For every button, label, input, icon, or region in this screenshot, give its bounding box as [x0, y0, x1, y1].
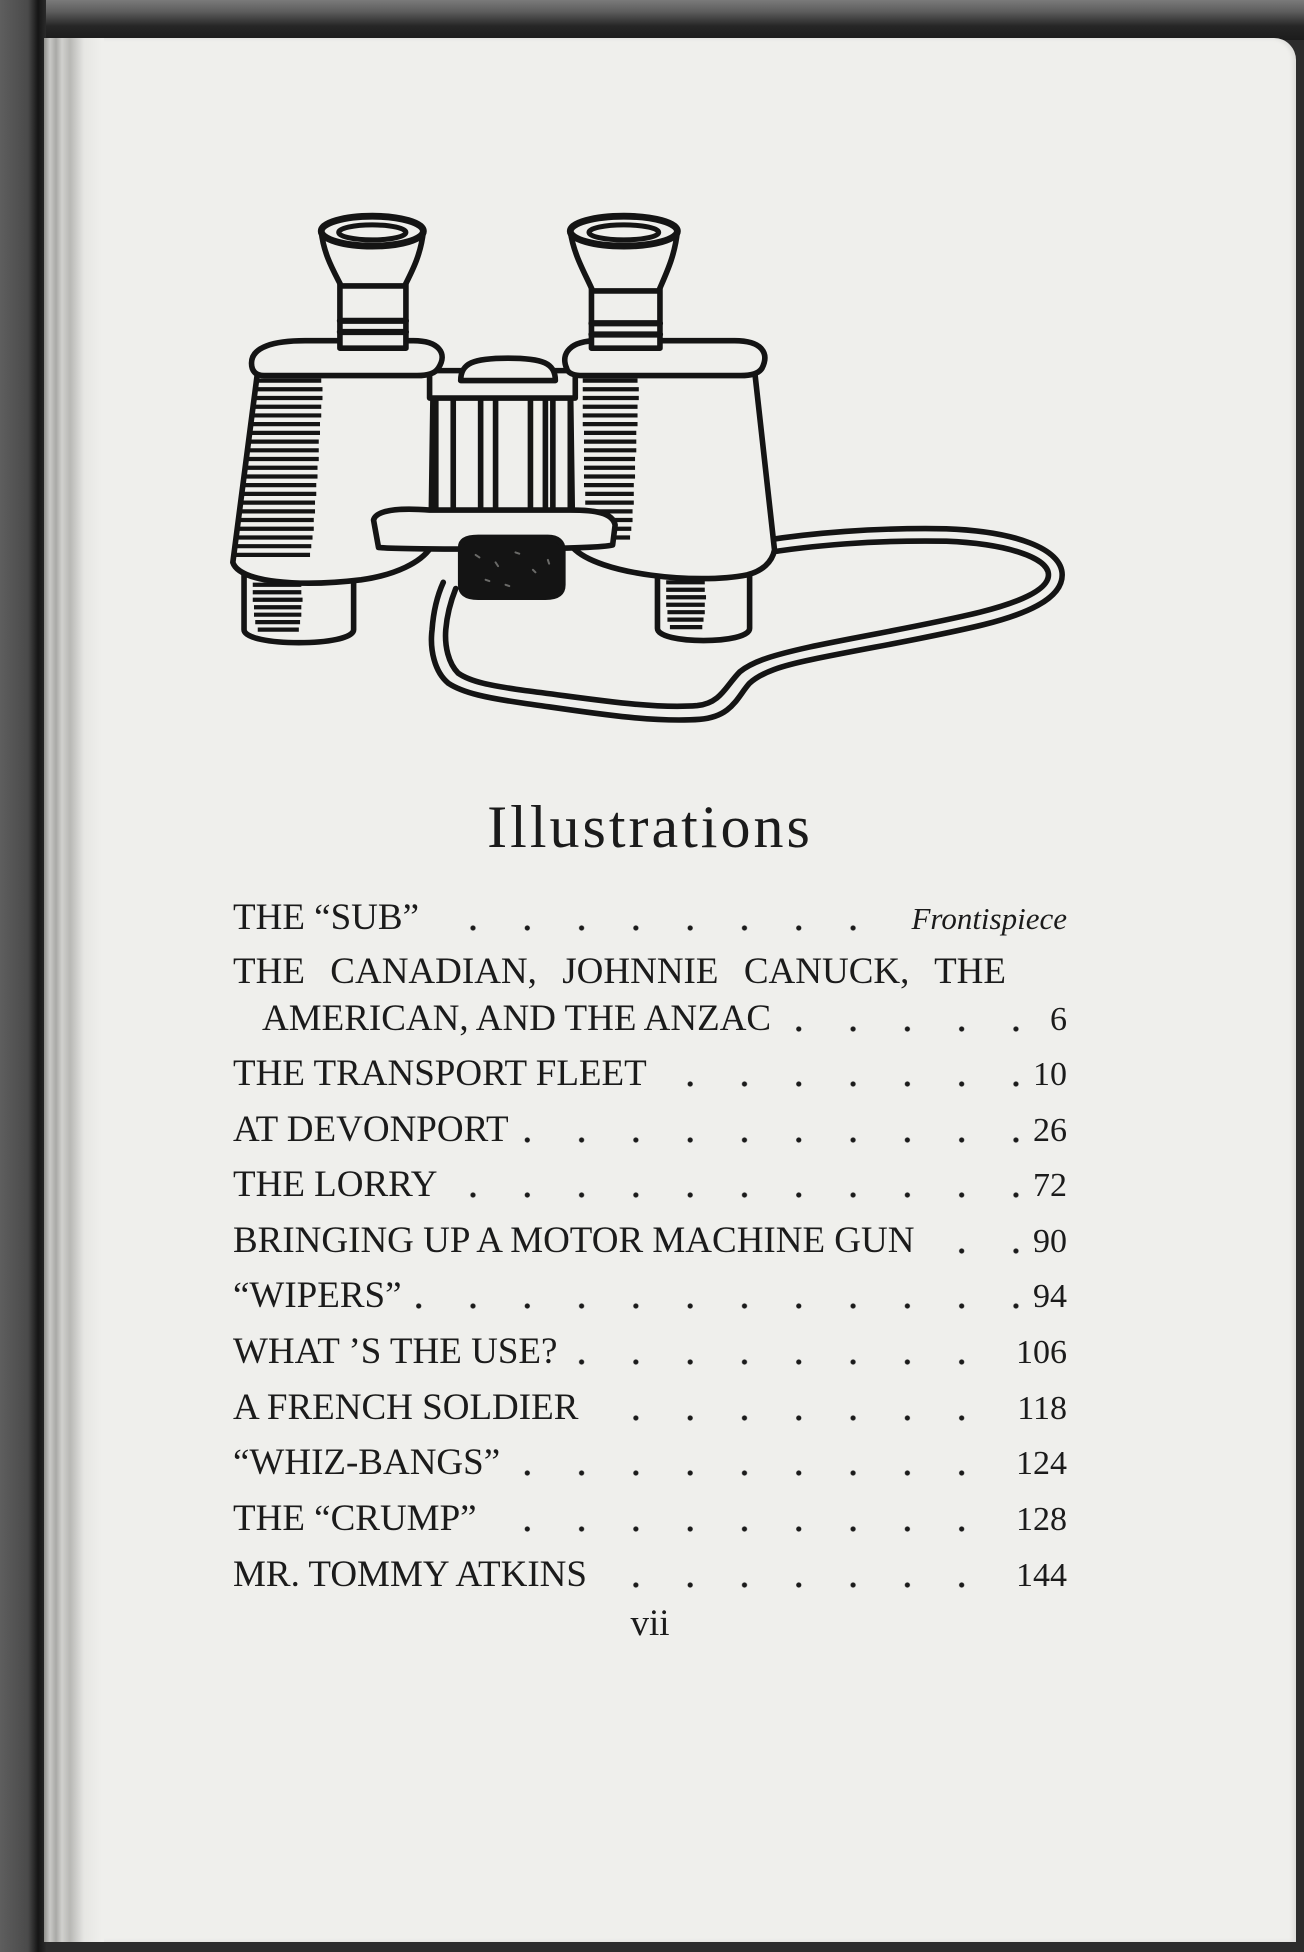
hinge-column — [436, 396, 570, 523]
list-item — [233, 1553, 1067, 1597]
list-item — [233, 1219, 1067, 1263]
scan-border-left — [0, 0, 46, 1952]
right-objective-lens — [657, 572, 749, 640]
entry-page: 118 — [1007, 1387, 1067, 1431]
list-item — [233, 997, 1067, 1041]
list-item — [233, 896, 1067, 940]
entry-page: 26 — [1023, 1109, 1067, 1153]
entry-page: 106 — [1006, 1331, 1067, 1375]
entry-page: 10 — [1023, 1053, 1067, 1097]
entry-title: THE LORRY — [233, 1163, 452, 1207]
hinge-knob — [461, 358, 556, 380]
list-item — [233, 1274, 1067, 1318]
entry-title-line: THE CANADIAN, JOHNNIE CANUCK, THE — [233, 951, 1006, 992]
entry-page: Frontispiece — [901, 897, 1067, 941]
scan-border-top — [0, 0, 1304, 40]
entry-page: 90 — [1023, 1220, 1067, 1264]
entry-title: MR. TOMMY ATKINS — [233, 1553, 601, 1597]
entry-title-line: AMERICAN, AND THE ANZAC — [233, 997, 785, 1041]
page-number: vii — [630, 1603, 670, 1644]
list-item — [233, 1163, 1067, 1207]
entry-title: BRINGING UP A MOTOR MACHINE GUN — [233, 1219, 928, 1263]
page-gutter — [44, 38, 104, 1942]
binoculars-icon — [224, 205, 1071, 728]
entry-page: 144 — [1006, 1554, 1067, 1598]
page-title: Illustrations — [487, 794, 813, 860]
list-item — [233, 1386, 1067, 1430]
entry-title: THE “SUB” — [233, 896, 433, 940]
entry-title: “WIPERS” — [233, 1274, 416, 1318]
entry-page: 72 — [1023, 1164, 1067, 1208]
entry-title: “WHIZ-BANGS” — [233, 1441, 514, 1485]
entry-title: THE TRANSPORT FLEET — [233, 1052, 661, 1096]
focus-wheel — [461, 537, 563, 597]
entry-title: WHAT ’S THE USE? — [233, 1330, 571, 1374]
list-item — [233, 1441, 1067, 1485]
list-item — [233, 1052, 1067, 1096]
list-item — [233, 1497, 1067, 1541]
entry-page: 124 — [1006, 1442, 1067, 1486]
entry-page: 94 — [1023, 1275, 1067, 1319]
list-item — [233, 1108, 1067, 1152]
entry-title: A FRENCH SOLDIER — [233, 1386, 592, 1430]
entry-page: 6 — [1040, 998, 1067, 1042]
left-eyepiece — [321, 216, 423, 348]
illustrations-list — [233, 896, 1067, 1597]
entry-title: THE “CRUMP” — [233, 1497, 491, 1541]
right-eyepiece — [570, 216, 677, 348]
entry-page: 128 — [1006, 1498, 1067, 1542]
entry-title: AT DEVONPORT — [233, 1108, 523, 1152]
list-item — [233, 1330, 1067, 1374]
